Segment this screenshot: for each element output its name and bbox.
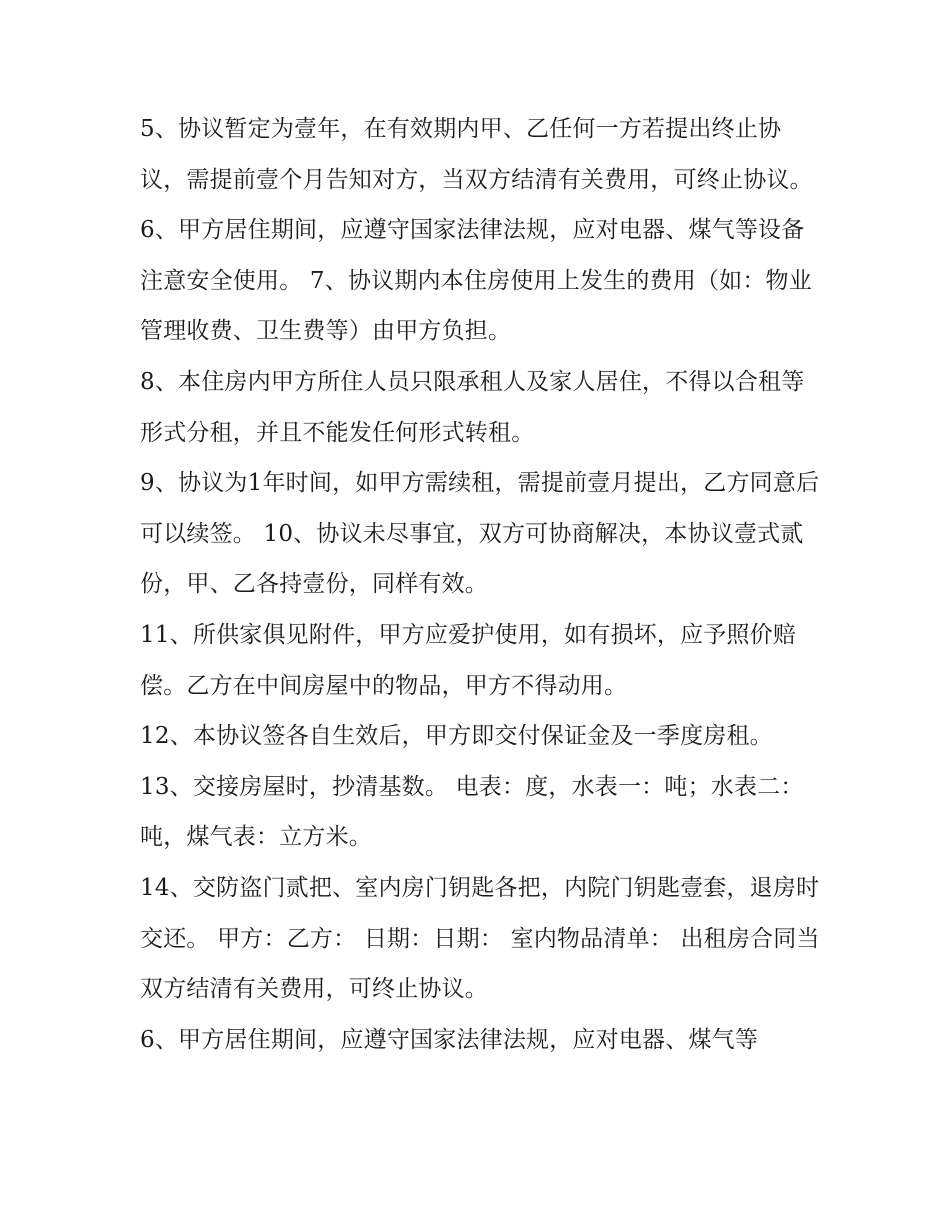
paragraph-clause-5: 5、协议暂定为壹年，在有效期内甲、乙任何一方若提出终止协议，需提前壹个月告知对方，当双方结清有关费用，可终止协议。 bbox=[140, 116, 813, 193]
paragraph-clause-12: 12、本协议签各自生效后，甲方即交付保证金及一季度房租。 bbox=[140, 723, 773, 750]
paragraph-clause-11: 11、所供家俱见附件，甲方应爱护使用，如有损坏，应予照价赔偿。乙方在中间房屋中的物品，甲方不得动用。 bbox=[140, 621, 797, 699]
paragraph-clause-14: 14、交防盗门贰把、室内房门钥匙各把，内院门钥匙壹套，退房时交还。 甲方：乙方： 日期：日期： 室内物品清单： 出租房合同当双方结清有关费用，可终止协议。 bbox=[140, 874, 820, 1003]
document-body bbox=[140, 104, 820, 1065]
paragraph-clause-13: 13、交接房屋时，抄清基数。 电表：度，水表一：吨；水表二：吨，煤气表：立方米。 bbox=[140, 773, 804, 851]
paragraph-clause-8: 8、本住房内甲方所住人员只限承租人及家人居住，不得以合租等形式分租，并且不能发任何形式转租。 bbox=[140, 368, 805, 446]
paragraph-clause-6-7: 6、甲方居住期间，应遵守国家法律法规，应对电器、煤气等设备注意安全使用。 7、协议期内本住房使用上发生的费用（如：物业管理收费、卫生费等）由甲方负担。 bbox=[140, 217, 812, 345]
paragraph-clause-6-repeat: 6、甲方居住期间，应遵守国家法律法规，应对电器、煤气等 bbox=[140, 1026, 759, 1053]
paragraph-clause-9-10: 9、协议为1年时间，如甲方需续租，需提前壹月提出，乙方同意后可以续签。 10、协议未尽事宜，双方可协商解决，本协议壹式贰份，甲、乙各持壹份，同样有效。 bbox=[140, 470, 820, 598]
